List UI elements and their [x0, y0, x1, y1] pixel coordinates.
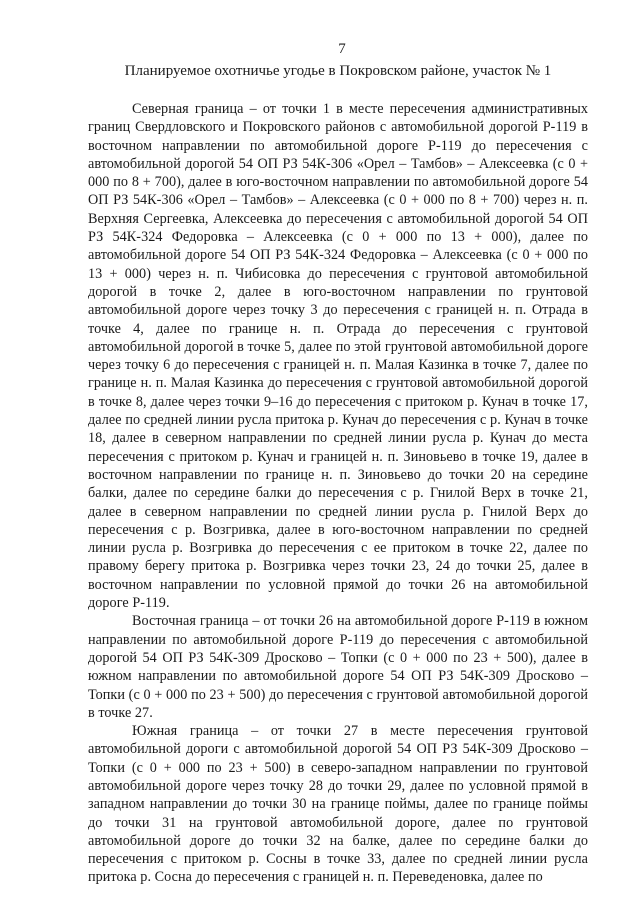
page-number: 7 [338, 41, 346, 57]
paragraph-northern-border: Северная граница – от точки 1 в месте пересечения административных границ Свердловского и Покровского районов с автомобильной дорогой Р-119 в восточном направлении по автомобильной дороге Р-119 до пересечения с автомобильной дорогой 54 ОП РЗ 54К-306 «Орел – Тамбов» – Алексеевка (с 0 + 000 по 8 + 700), далее в юго-восточном направлении по автомобильной дороге 54 ОП РЗ 54К-306 «Орел – Тамбов» – Алексеевка (с 0 + 000 по 8 + 700) через н. п. Верхняя Сергеевка, Алексеевка до пересечения с автомобильной дорогой 54 ОП РЗ 54К-324 Федоровка – Алексеевка (с 0 + 000 по 13 + 000), далее по автомобильной дороге 54 ОП РЗ 54К-324 Федоровка – Алексеевка (с 0 + 000 по 13 + 000) через н. п. Чибисовка до пересечения с грунтовой автомобильной дорогой в точке 2, далее в юго-восточном направлении по грунтовой автомобильной дороге через точку 3 до пересечения с границей н. п. Отрада в точке 4, далее по границе н. п. Отрада до пересечения с грунтовой автомобильной дорогой в точке 5, далее по этой грунтовой автомобильной дороге через точку 6 до пересечения с границей н. п. Малая Казинка в точке 7, далее по границе н. п. Малая Казинка до пересечения с грунтовой автомобильной дорогой в точке 8, далее через точки 9–16 до пересечения с притоком р. Кунач в точке 17, далее по средней линии русла притока р. Кунач до пересечения с р. Кунач в точке 18, далее в северном направлении по средней линии русла р. Кунач до места пересечения с притоком р. Кунач и границей н. п. Зиновьево в точке 19, далее в восточном направлении по границе н. п. Зиновьево до точки 20 на середине балки, далее по середине балки до пересечения с р. Гнилой Верх в точке 21, далее в северном направлении по средней линии русла р. Гнилой Верх до пересечения с р. Возгривка, далее в юго-восточном направлении по средней линии русла р. Возгривка до пересечения с ее притоком в точке 22, далее по правому берегу притока р. Возгривка через точки 23, 24 до точки 25, далее в восточном направлении по условной прямой до точки 26 на автомобильной дороге Р-119. [88, 101, 588, 612]
paragraph-southern-border: Южная граница – от точки 27 в месте пересечения грунтовой автомобильной дороги с автомобильной дорогой 54 ОП РЗ 54К-309 Дросково – Топки (с 0 + 000 по 23 + 500) в северо-западном направлении по грунтовой автомобильной дороге через точку 28 до точки 29, далее по условной прямой в западном направлении до точки 30 на границе поймы, далее по границе поймы до точки 31 на грунтовой автомобильной дороге, далее по грунтовой автомобильной дороге до точки 32 на балке, далее по середине балки до пересечения с притоком р. Сосны в точке 33, далее по средней линии русла притока р. Сосна до пересечения с границей н. п. Переведеновка, далее по [88, 723, 588, 886]
paragraph-eastern-border: Восточная граница – от точки 26 на автомобильной дороге Р-119 в южном направлении по автомобильной дороге Р-119 до пересечения с автомобильной дорогой 54 ОП РЗ 54К-309 Дросково – Топки (с 0 + 000 по 23 + 500), далее в южном направлении по автомобильной дороге 54 ОП РЗ 54К-309 Дросково – Топки (с 0 + 000 по 23 + 500) до пересечения с грунтовой автомобильной дорогой в точке 27. [88, 613, 588, 721]
document-title: Планируемое охотничье угодье в Покровском районе, участок № 1 [124, 63, 552, 79]
